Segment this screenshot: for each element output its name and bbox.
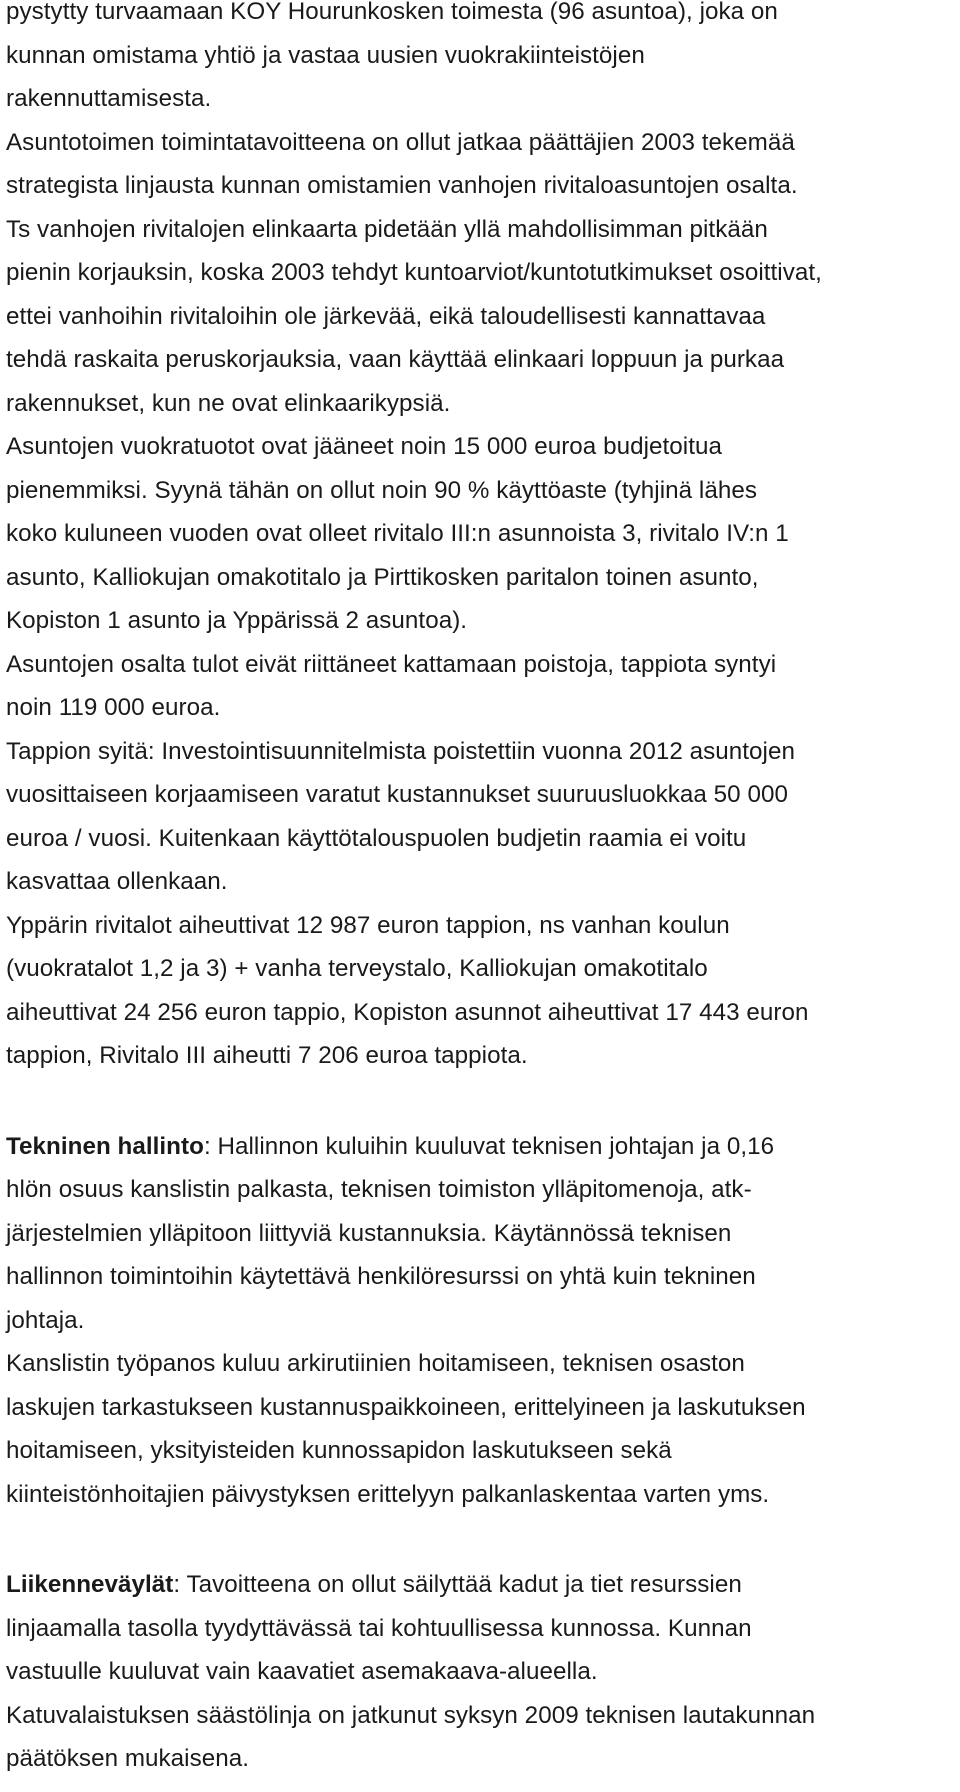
text-line: euroa / vuosi. Kuitenkaan käyttötalouspuolen budjetin raamia ei voitu bbox=[6, 824, 747, 852]
text-line: pystytty turvaamaan KOY Hourunkosken toimesta (96 asuntoa), joka on bbox=[6, 0, 778, 25]
text-line: päätöksen mukaisena. bbox=[6, 1745, 250, 1772]
text-line: rakennuttamisesta. bbox=[6, 85, 212, 112]
text-line: vastuulle kuuluvat vain kaavatiet asemakaava-alueella. bbox=[6, 1658, 598, 1685]
paragraph-liikennevaylat bbox=[6, 1563, 958, 1781]
text-line bbox=[6, 1125, 958, 1169]
text-line: strategista linjausta kunnan omistamien vanhojen rivitaloasuntojen osalta. bbox=[6, 172, 798, 199]
section-term: Liikenneväylät bbox=[6, 1571, 174, 1598]
text-line: Kopiston 1 asunto ja Yppärissä 2 asuntoa). bbox=[6, 607, 468, 634]
text-line: Katuvalaistuksen säästölinja on jatkunut syksyn 2009 teknisen lautakunnan bbox=[6, 1701, 816, 1729]
text-line: laskujen tarkastukseen kustannuspaikkoineen, erittelyineen ja laskutuksen bbox=[6, 1393, 806, 1421]
text-line: Kanslistin työpanos kuluu arkirutiinien hoitamiseen, teknisen osaston bbox=[6, 1350, 745, 1377]
text-line: kiinteistönhoitajien päivystyksen erittelyyn palkanlaskentaa varten yms. bbox=[6, 1480, 770, 1508]
text-line: kunnan omistama yhtiö ja vastaa uusien vuokrakiinteistöjen bbox=[6, 41, 645, 69]
text-line: hoitamiseen, yksityisteiden kunnossapidon laskutukseen sekä bbox=[6, 1437, 672, 1464]
text-line: tehdä raskaita peruskorjauksia, vaan käyttää elinkaari loppuun ja purkaa bbox=[6, 346, 785, 373]
text-line: kasvattaa ollenkaan. bbox=[6, 868, 228, 895]
text-line: Asuntojen osalta tulot eivät riittäneet kattamaan poistoja, tappiota syntyi bbox=[6, 650, 777, 678]
text-line: pienemmiksi. Syynä tähän on ollut noin 90 % käyttöaste (tyhjinä lähes bbox=[6, 476, 757, 504]
text-line: hallinnon toimintoihin käytettävä henkilöresurssi on yhtä kuin tekninen bbox=[6, 1263, 756, 1290]
text-line: Yppärin rivitalot aiheuttivat 12 987 euron tappion, ns vanhan koulun bbox=[6, 911, 730, 939]
document-body bbox=[6, 0, 958, 1781]
text-run: : Hallinnon kuluihin kuuluvat teknisen johtajan ja 0,16 bbox=[203, 1132, 775, 1160]
text-line: Asuntojen vuokratuotot ovat jääneet noin 15 000 euroa budjetoitua bbox=[6, 433, 722, 460]
text-line: (vuokratalot 1,2 ja 3) + vanha terveystalo, Kalliokujan omakotitalo bbox=[6, 955, 708, 982]
text-line: Tappion syitä: Investointisuunnitelmista poistettiin vuonna 2012 asuntojen bbox=[6, 737, 795, 765]
text-line: johtaja. bbox=[6, 1306, 85, 1334]
text-line: koko kuluneen vuoden ovat olleet rivitalo III:n asunnoista 3, rivitalo IV:n 1 bbox=[6, 520, 789, 547]
text-line bbox=[6, 1563, 958, 1607]
text-line: pienin korjauksin, koska 2003 tehdyt kuntoarviot/kuntotutkimukset osoittivat, bbox=[6, 259, 822, 286]
text-line: järjestelmien ylläpitoon liittyviä kustannuksia. Käytännössä teknisen bbox=[6, 1219, 732, 1247]
text-line: hlön osuus kanslistin palkasta, teknisen toimiston ylläpitomenoja, atk- bbox=[6, 1176, 752, 1203]
text-line: asunto, Kalliokujan omakotitalo ja Pirttikosken paritalon toinen asunto, bbox=[6, 563, 759, 591]
text-run: : Tavoitteena on ollut säilyttää kadut ja tiet resurssien bbox=[173, 1571, 742, 1598]
paragraph-spacer bbox=[6, 1078, 958, 1125]
paragraph-asuntotoimi bbox=[6, 0, 958, 1078]
text-line: Ts vanhojen rivitalojen elinkaarta pidetään yllä mahdollisimman pitkään bbox=[6, 215, 768, 243]
paragraph-tekninen-hallinto bbox=[6, 1125, 958, 1517]
text-line: Asuntotoimen toimintatavoitteena on ollut jatkaa päättäjien 2003 tekemää bbox=[6, 128, 795, 156]
text-line: aiheuttivat 24 256 euron tappio, Kopiston asunnot aiheuttivat 17 443 euron bbox=[6, 998, 809, 1026]
text-line: tappion, Rivitalo III aiheutti 7 206 euroa tappiota. bbox=[6, 1042, 528, 1069]
text-line: vuosittaiseen korjaamiseen varatut kustannukset suuruusluokkaa 50 000 bbox=[6, 781, 788, 808]
paragraph-spacer bbox=[6, 1516, 958, 1563]
section-term: Tekninen hallinto bbox=[6, 1132, 204, 1160]
text-line: noin 119 000 euroa. bbox=[6, 694, 221, 721]
text-line: linjaamalla tasolla tyydyttävässä tai kohtuullisessa kunnossa. Kunnan bbox=[6, 1614, 752, 1642]
text-line: rakennukset, kun ne ovat elinkaarikypsiä. bbox=[6, 389, 451, 417]
text-line: ettei vanhoihin rivitaloihin ole järkevää, eikä taloudellisesti kannattavaa bbox=[6, 302, 766, 330]
